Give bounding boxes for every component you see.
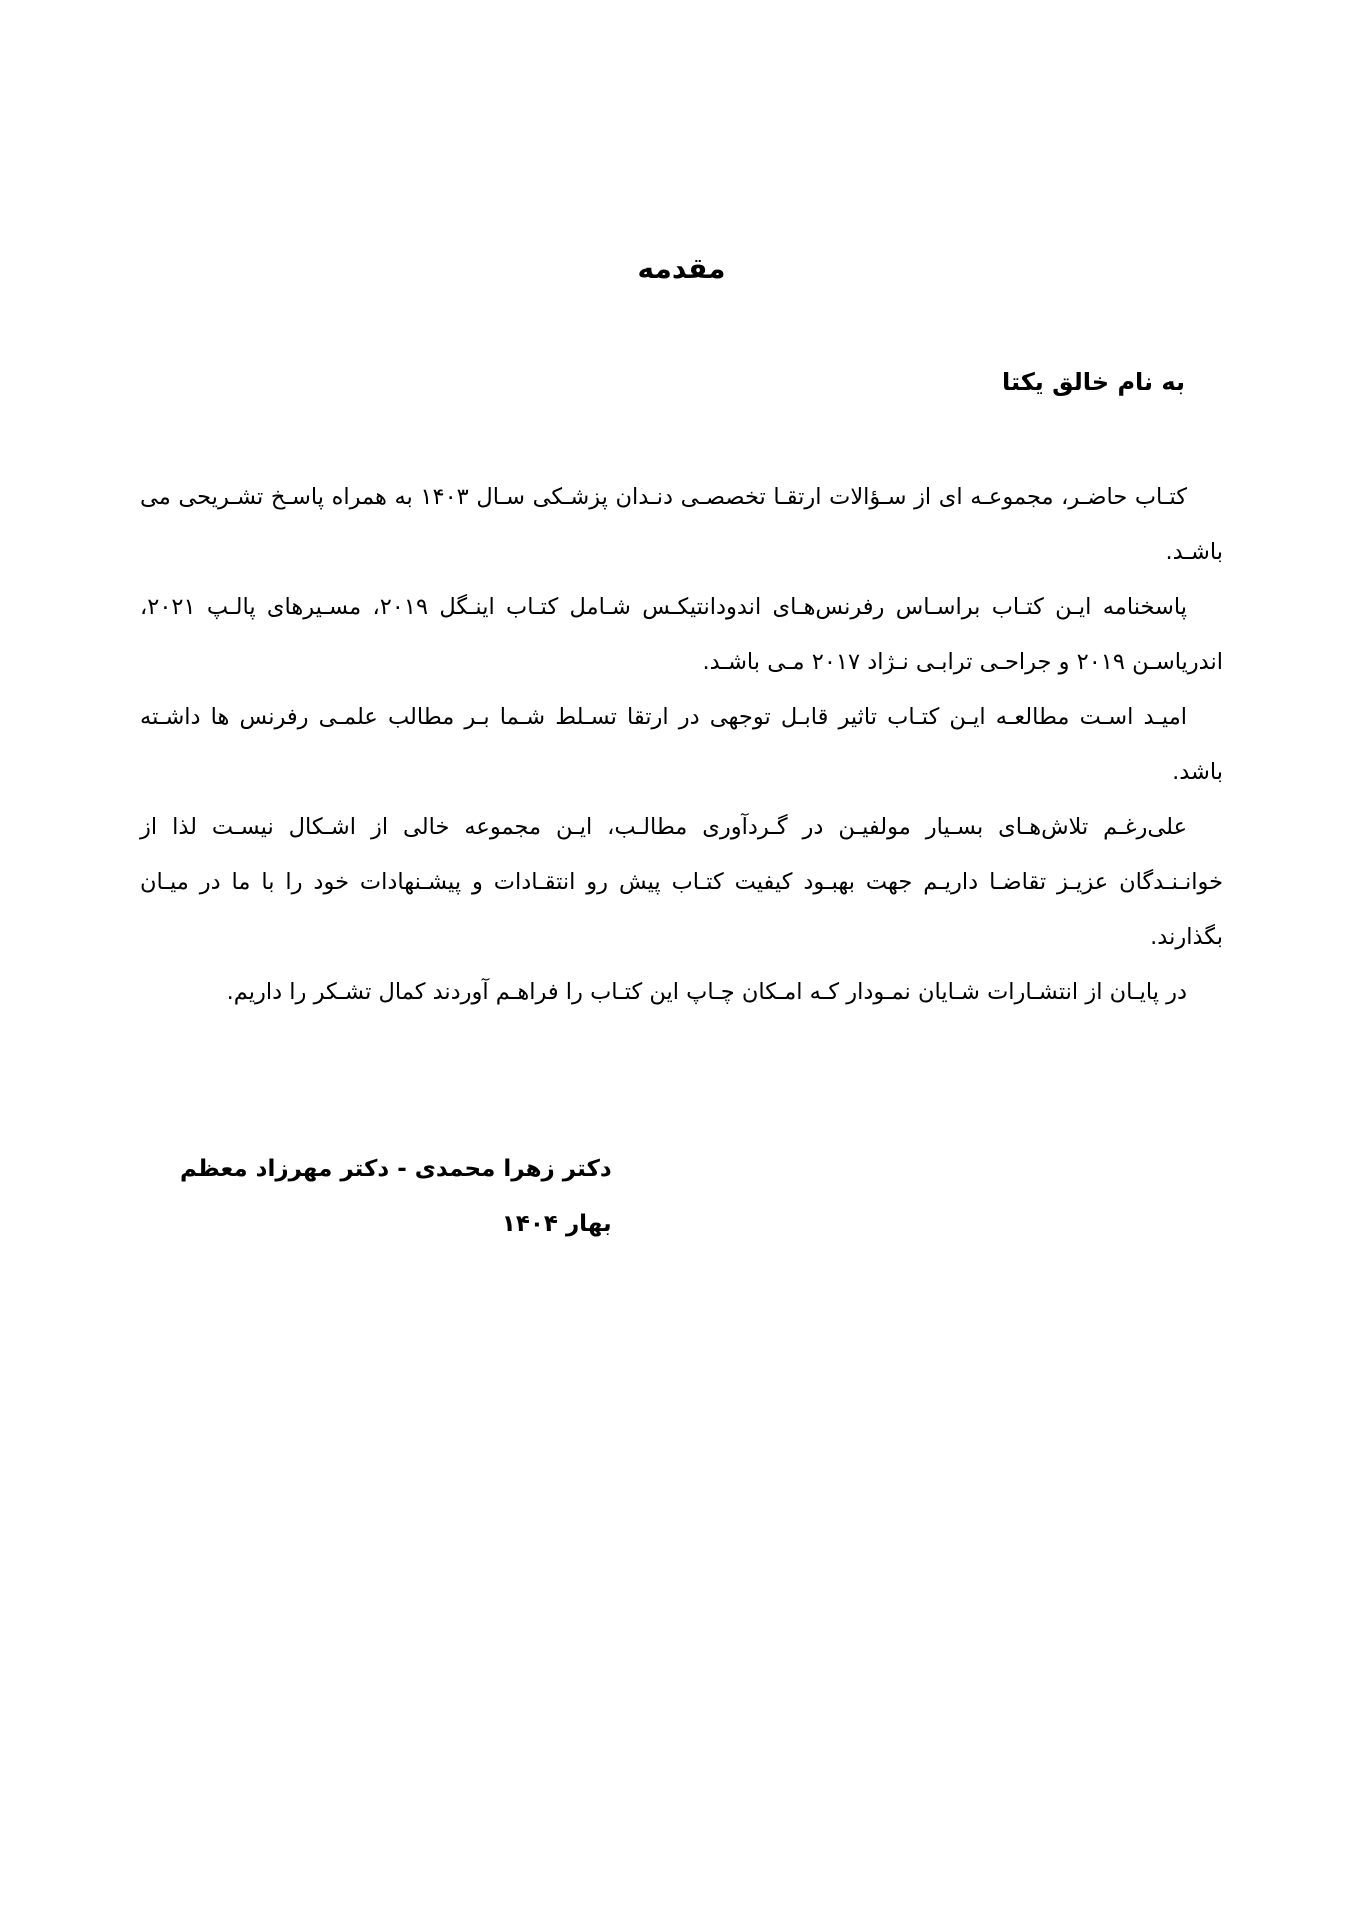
signature-authors: دکتر زهرا محمدی - دکتر مهرزاد معظم [180, 1156, 612, 1182]
paragraph-3: امیـد اسـت مطالعـه ایـن کتـاب تاثیر قابـل توجهی در ارتقا تسـلط شـما بـر مطالب علمـی رفرنس ها داشـته باشد. [140, 704, 1223, 785]
paragraph-4: علی‌رغـم تلاش‌هـای بسـیار مولفیـن در گـردآوری مطالـب، ایـن مجموعه خالی از اشـکال نیسـت لذا از خوانـنـدگان عزیـز تقاضـا داریـم جهت بهبـود کیفیت کتـاب پیش رو انتقـادات و پیشـنهادات خود را با ما در میـان بگذارند. [140, 814, 1223, 950]
paragraph-2: پاسخنامه ایـن کتـاب براسـاس رفرنس‌هـای اندودانتیکـس شـامل کتـاب اینـگل ۲۰۱۹، مسـیرهای پالـپ ۲۰۲۱، اندریاسـن ۲۰۱۹ و جراحـی ترابـی نـژاد ۲۰۱۷ مـی باشـد. [140, 594, 1223, 675]
signature-block [180, 1142, 612, 1252]
paragraph-5: در پایـان از انتشـارات شـایان نمـودار کـه امـکان چـاپ این کتـاب را فراهـم آوردند کمال تشـکر را داریم. [226, 979, 1187, 1005]
page-title: مقدمه [637, 252, 726, 285]
signature-date: بهار ۱۴۰۴ [501, 1211, 612, 1237]
paragraph-1: کتـاب حاضـر، مجموعـه ای از سـؤالات ارتقـا تخصصـی دنـدان پزشـکی سـال ۱۴۰۳ به همراه پاسـخ تشـریحی می باشـد. [140, 484, 1223, 565]
invocation-heading: به نام خالق یکتا [1002, 368, 1185, 396]
preface-body [140, 470, 1223, 1020]
